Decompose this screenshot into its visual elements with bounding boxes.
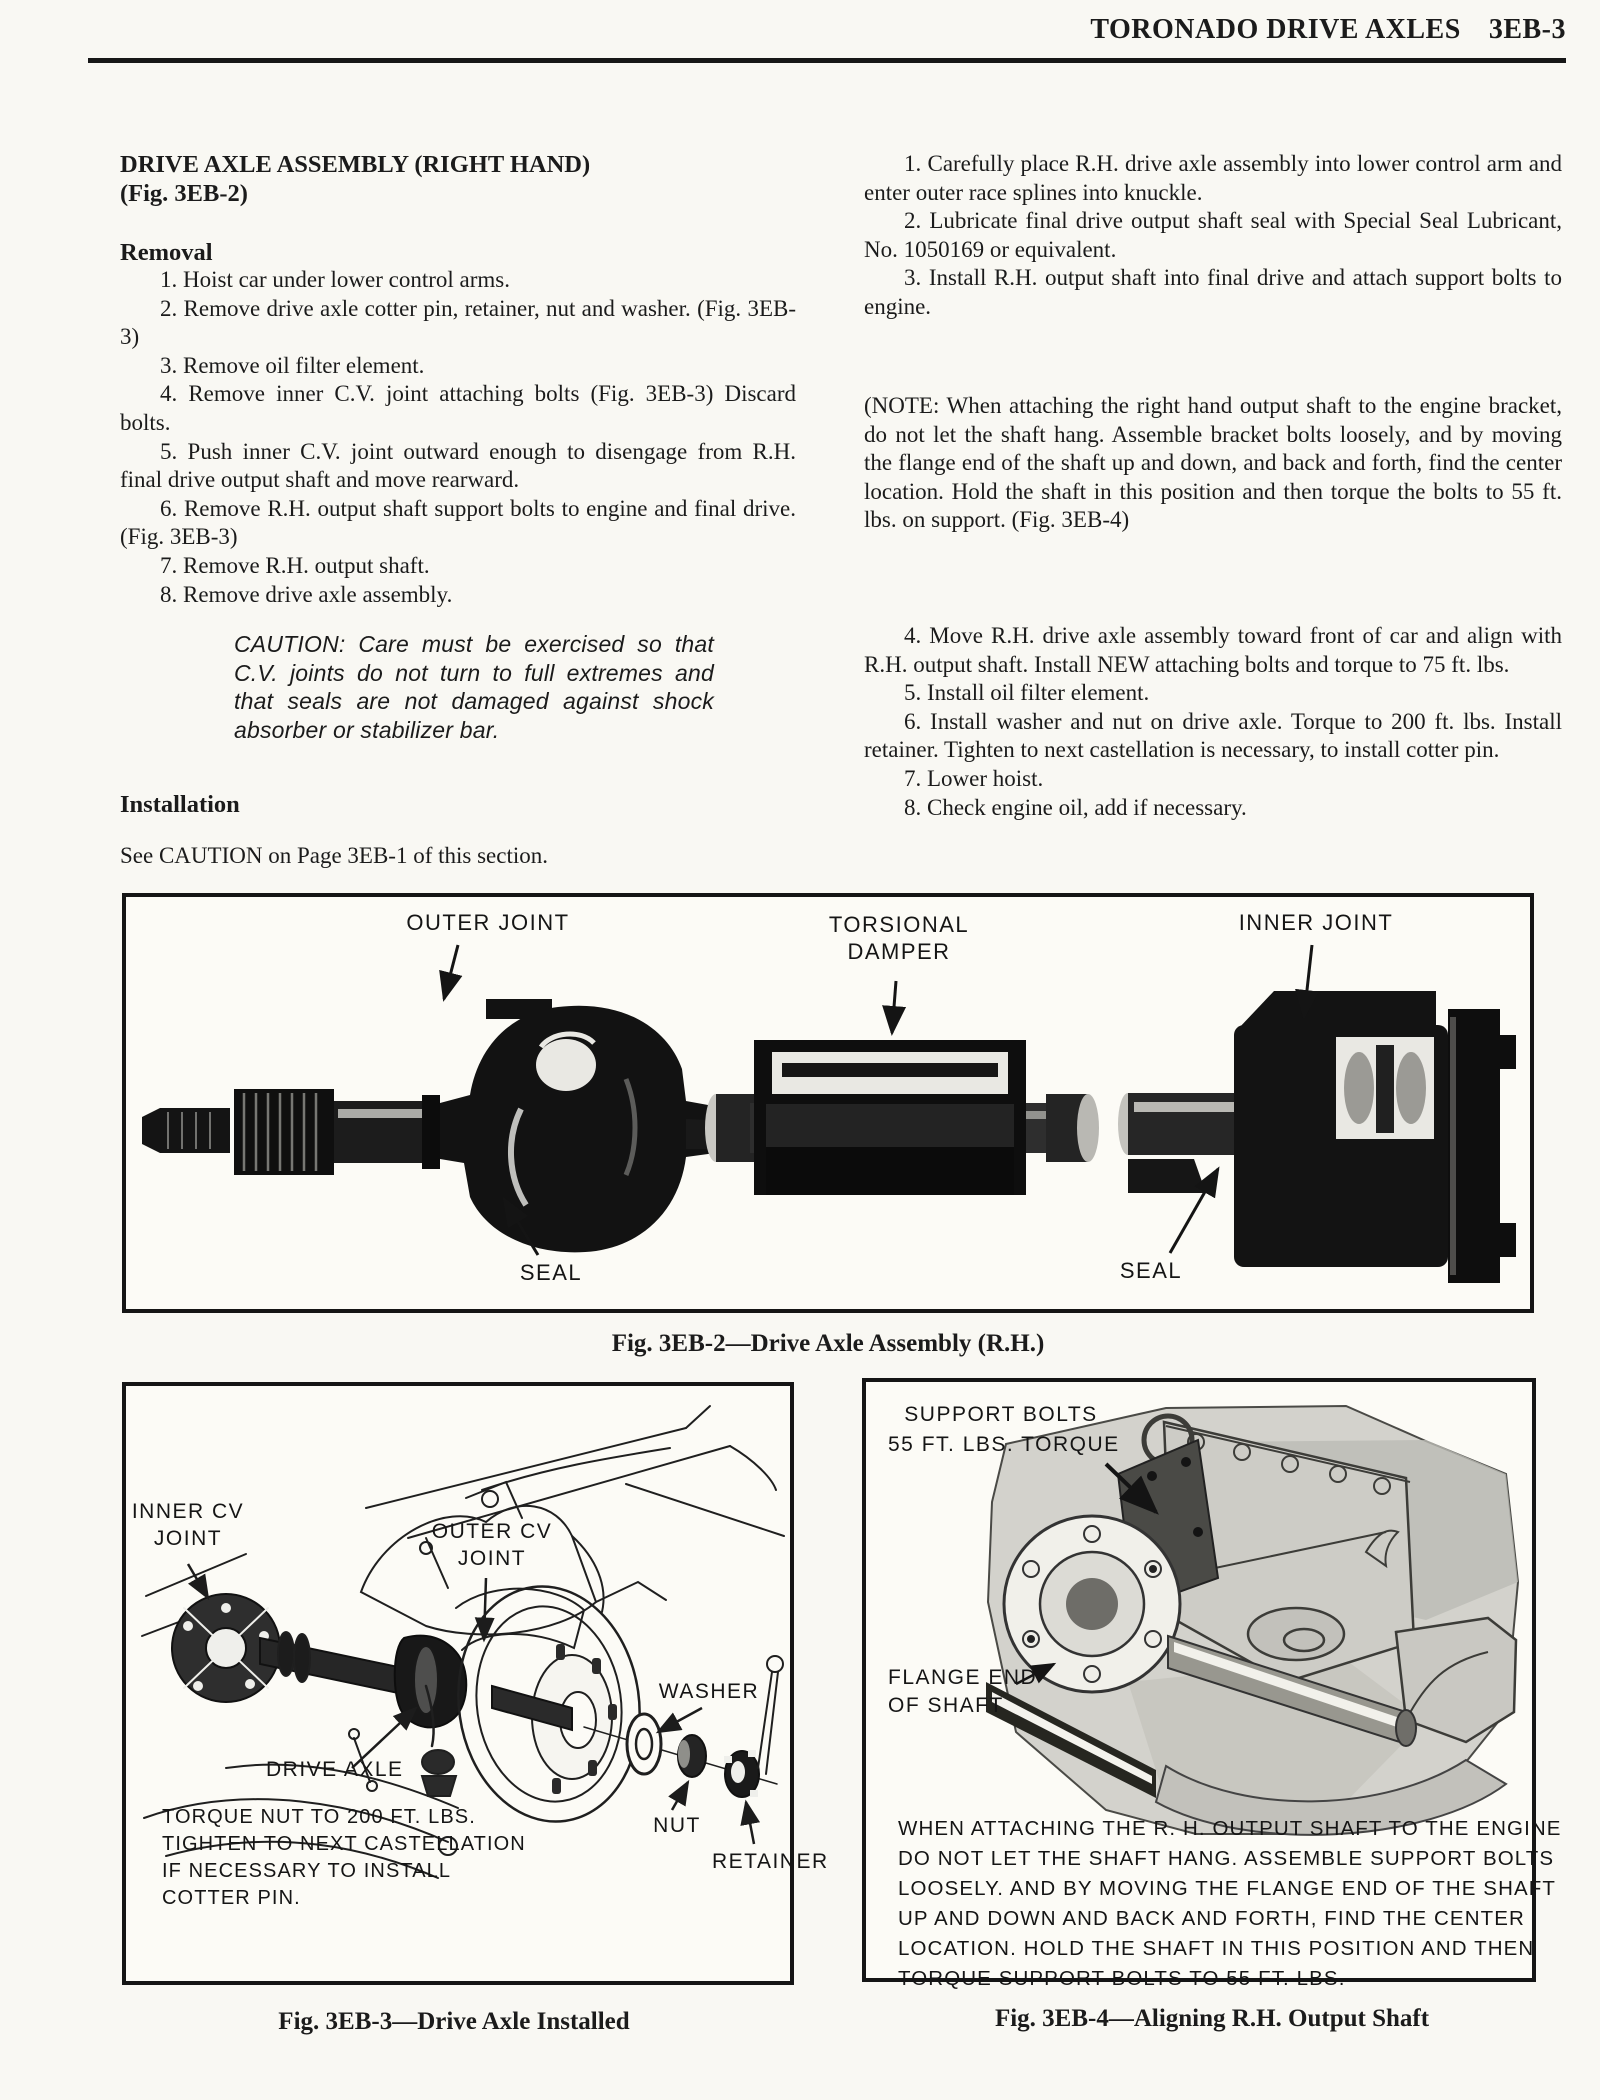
torque-note: TORQUE NUT TO 200 FT. LBS. TIGHTEN TO NEXT CASTELLATION IF NECESSARY TO INSTALL COTTER PIN. [162, 1806, 526, 1909]
installation-step: 1. Carefully place R.H. drive axle assembly into lower control arm and enter outer race splines into knuckle. [864, 151, 1562, 205]
installation-step: 8. Check engine oil, add if necessary. [904, 794, 1247, 820]
section-heading: DRIVE AXLE ASSEMBLY (RIGHT HAND) [120, 151, 591, 178]
removal-step: 3. Remove oil filter element. [160, 352, 425, 378]
installation-step: 4. Move R.H. drive axle assembly toward front of car and align with R.H. output shaft. Install NEW attaching bolts and torque to 75 ft. lbs. [864, 623, 1562, 677]
inner-cv-joint-label: INNER CV JOINT [131, 1500, 245, 1550]
installation-step: 5. Install oil filter element. [904, 680, 1150, 706]
removal-step: 7. Remove R.H. output shaft. [160, 552, 430, 578]
caution-note: CAUTION: Care must be exercised so that C.V. joints do not turn to full extremes and that seals are not damaged against shock absorber or stabilizer bar. [234, 631, 714, 743]
removal-step: 1. Hoist car under lower control arms. [160, 267, 511, 292]
figure-3eb4-caption: Fig. 3EB-4—Aligning R.H. Output Shaft [994, 2005, 1430, 2032]
figure-3eb4 [862, 1378, 1562, 1990]
engine-halftone-drawing [986, 1406, 1518, 1835]
torsional-damper-drawing [705, 1040, 1099, 1195]
drive-axle-label: DRIVE AXLE [266, 1758, 404, 1781]
alignment-note: WHEN ATTACHING THE R. H. OUTPUT SHAFT TO THE ENGINE DO NOT LET THE SHAFT HANG. ASSEMBLE SUPPORT BOLTS LOOSELY. AND BY MOVING THE FLANGE END OF THE SHAFT UP AND DOWN AND BACK AND FORTH, FIND THE CENTER LOCATION. HOLD THE SHAFT IN THIS POSITION AND THEN TORQUE SUPPORT BOLTS TO 55 FT. LBS. [898, 1814, 1562, 1994]
alignment-note-line: TORQUE SUPPORT BOLTS TO 55 FT. LBS. [898, 1967, 1346, 1990]
header-title: TORONADO DRIVE AXLES [1090, 14, 1461, 45]
flange-end-label: FLANGE END OF SHAFT [888, 1666, 1038, 1717]
removal-heading: Removal [120, 239, 213, 266]
header-rule [88, 58, 1566, 63]
figure-3eb3 [122, 1382, 829, 1985]
installation-step: 6. Install washer and nut on drive axle. Torque to 200 ft. lbs. Install retainer. Tighten to next castellation is necessary, to install cotter pin. [864, 708, 1562, 763]
nut-label: NUT [653, 1814, 701, 1837]
page-header [90, 14, 1566, 46]
left-column [120, 150, 796, 208]
right-column-steps-1-3 [864, 150, 1562, 322]
installation-step: 3. Install R.H. output shaft into final drive and attach support bolts to engine. [864, 265, 1562, 319]
removal-step: 5. Push inner C.V. joint outward enough to disengage from R.H. final drive output shaft and move rearward. [120, 438, 796, 493]
figure-3eb2 [122, 893, 1534, 1313]
removal-steps [120, 266, 796, 609]
outer-cv-joint-label: OUTER CV JOINT [431, 1520, 553, 1570]
washer-label: WASHER [658, 1680, 760, 1703]
installation-ref: See CAUTION on Page 3EB-1 of this section. [120, 843, 548, 868]
removal-step: 2. Remove drive axle cotter pin, retainer, nut and washer. (Fig. 3EB-3) [120, 295, 796, 350]
seal-label-right: SEAL [1119, 1258, 1183, 1283]
installation-step: 7. Lower hoist. [904, 765, 1044, 791]
installation-step: 2. Lubricate final drive output shaft seal with Special Seal Lubricant, No. 1050169 or equivalent. [864, 208, 1562, 262]
installation-heading: Installation [120, 791, 240, 818]
removal-step: 8. Remove drive axle assembly. [160, 581, 453, 607]
section-subheading: (Fig. 3EB-2) [120, 180, 248, 207]
seal-label-left: SEAL [519, 1260, 583, 1285]
right-column-steps-4-8 [864, 622, 1562, 822]
retainer-label: RETAINER [712, 1850, 829, 1873]
attachment-note: (NOTE: When attaching the right hand output shaft to the engine bracket, do not let the shaft hang. Assemble bracket bolts loosely, and by moving the flange end of the shaft up and down, and back and forth, find the center location. Hold the shaft in this position and then torque the bolts to 55 ft. lbs. on support. (Fig. 3EB-4) [864, 393, 1562, 533]
figure-3eb2-caption: Fig. 3EB-2—Drive Axle Assembly (R.H.) [611, 1330, 1045, 1357]
outer-joint-label: OUTER JOINT [406, 910, 570, 935]
figure-3eb3-caption: Fig. 3EB-3—Drive Axle Installed [278, 2008, 630, 2035]
page-number: 3EB-3 [1488, 14, 1566, 45]
torsional-damper-label: TORSIONAL DAMPER [828, 912, 970, 964]
removal-step: 6. Remove R.H. output shaft support bolts to engine and final drive. (Fig. 3EB-3) [120, 495, 796, 550]
removal-step: 4. Remove inner C.V. joint attaching bolts (Fig. 3EB-3) Discard bolts. [120, 381, 796, 435]
inner-joint-label: INNER JOINT [1238, 910, 1394, 935]
support-bolts-label: SUPPORT BOLTS 55 FT. LBS. TORQUE [888, 1403, 1120, 1456]
outer-joint-drawing [142, 999, 782, 1252]
